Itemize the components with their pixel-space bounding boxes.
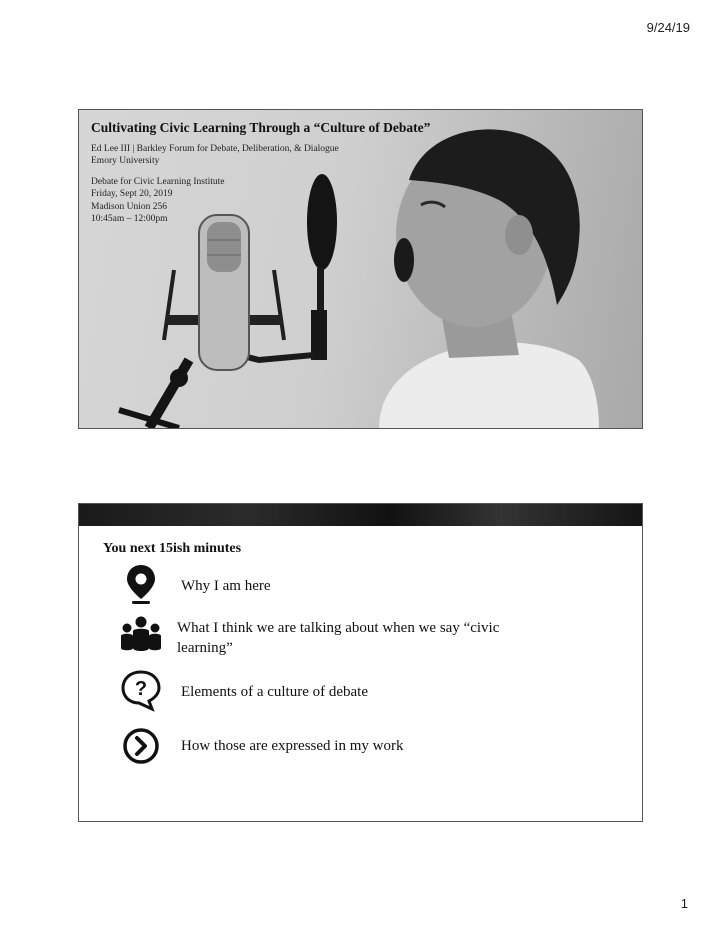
decorative-banner [79, 504, 642, 526]
agenda-item-4: How those are expressed in my work [181, 738, 404, 754]
title-slide [78, 109, 643, 429]
agenda-item-3: Elements of a culture of debate [181, 684, 369, 700]
agenda-item-2: What I think we are talking about when we say “civic learning” [177, 620, 500, 656]
slide1-title: Cultivating Civic Learning Through a “Culture of Debate” [91, 120, 431, 135]
page-number: 1 [680, 896, 688, 911]
agenda-title: You next 15ish minutes [103, 541, 242, 556]
event-date: Friday, Sept 20, 2019 [91, 189, 173, 199]
page-date: 9/24/19 [646, 20, 690, 35]
agenda-item-1: Why I am here [181, 578, 271, 594]
agenda-slide [78, 503, 643, 822]
chevron-circle-icon [119, 724, 163, 768]
event-name: Debate for Civic Learning Institute [91, 177, 225, 187]
boy-microphone-photo [79, 110, 642, 428]
question-bubble-icon [119, 668, 163, 712]
svg-text:?: ? [134, 678, 148, 700]
event-location: Madison Union 256 [91, 202, 167, 212]
event-time: 10:45am – 12:00pm [91, 214, 168, 224]
university-name: Emory University [91, 156, 160, 166]
presenter-affiliation: Ed Lee III | Barkley Forum for Debate, Deliberation, & Dialogue [91, 144, 339, 154]
location-pin-icon [119, 562, 163, 606]
people-group-icon [119, 614, 163, 658]
